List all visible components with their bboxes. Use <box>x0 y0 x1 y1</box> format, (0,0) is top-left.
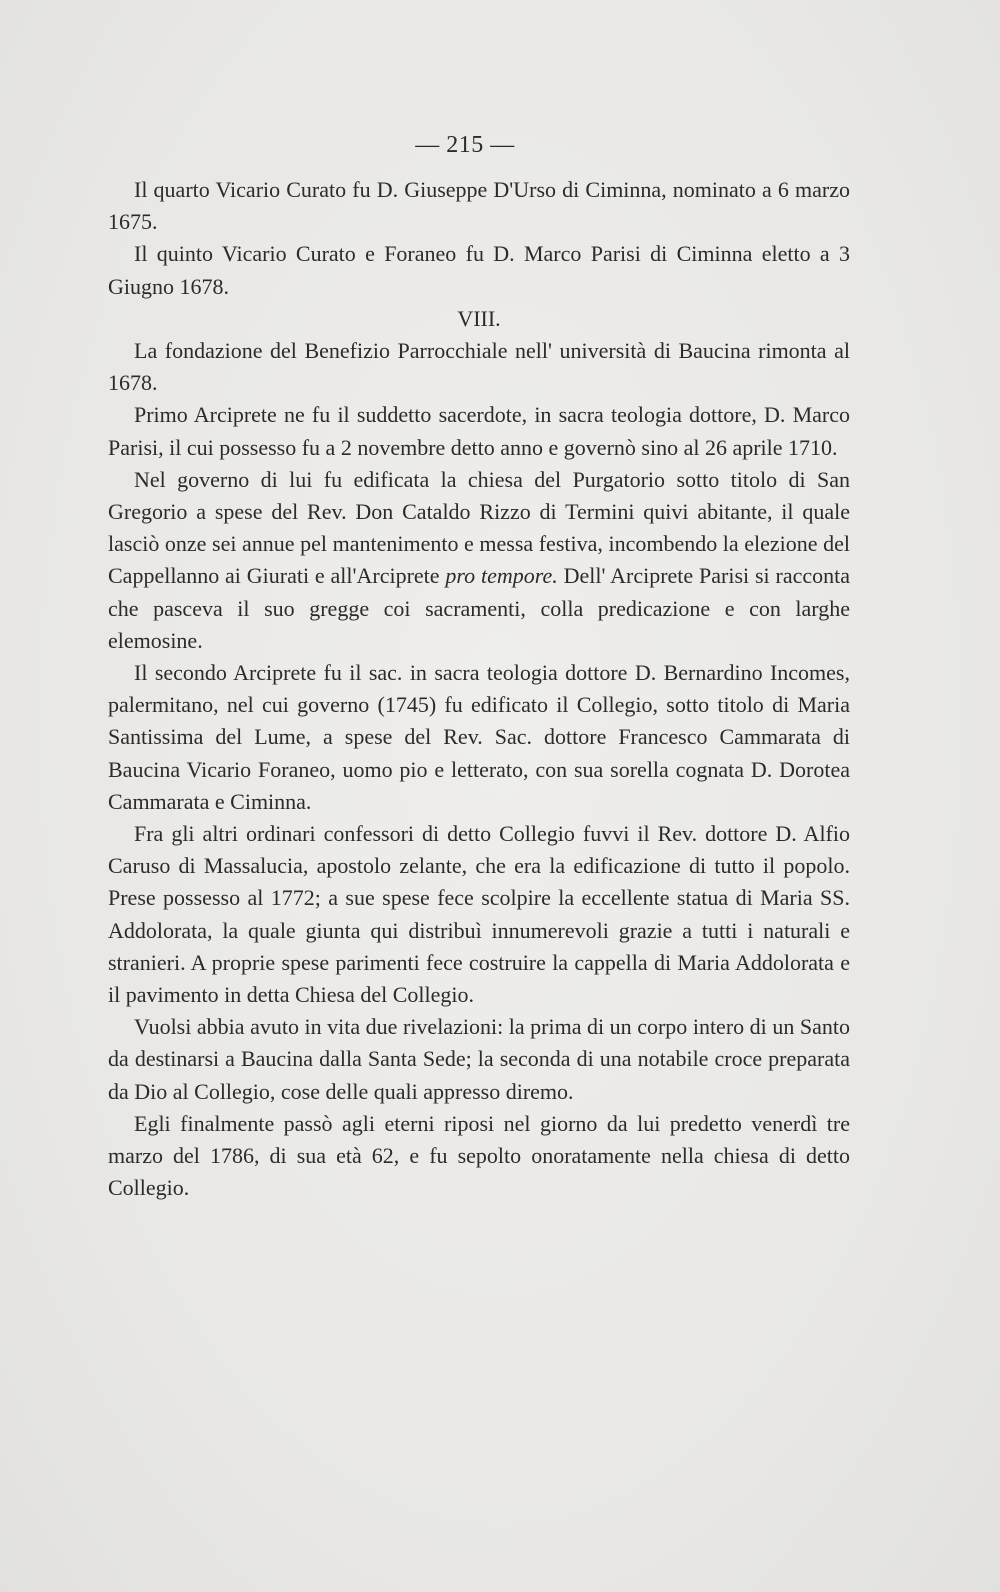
paragraph-quarto-vicario: Il quarto Vicario Curato fu D. Giuseppe D'Urso di Ciminna, nominato a 6 marzo 1675. <box>108 177 850 235</box>
paragraph-primo-arciprete: Primo Arciprete ne fu il suddetto sacerdote, in sacra teologia dottore, D. Marco Parisi, il cui possesso fu a 2 novembre detto anno e governò sino al 26 aprile 1710. <box>108 402 850 460</box>
paragraph-quinto-vicario: Il quinto Vicario Curato e Foraneo fu D. Marco Parisi di Ciminna eletto a 3 Giugno 1678. <box>108 241 850 299</box>
pro-tempore-italic: pro tempore. <box>445 563 558 589</box>
paragraph-purgatorio-part1: Nel governo di lui fu edificata la chiesa del Purgatorio sotto titolo di San Gregorio a spese del Rev. Don Cataldo Rizzo di Termini quivi abitante, il quale lasciò onze sei annue pel mantenimento e messa festiva, incombendo la elezione del Cappellanno ai Giurati e all'Arciprete <box>108 466 850 589</box>
body-text <box>108 174 850 1205</box>
paragraph-confessori: Fra gli altri ordinari confessori di detto Collegio fuvvi il Rev. dottore D. Alfio Caruso di Massalucia, apostolo zelante, che era la edificazione di tutto il popolo. Prese possesso al 1772; a sue spese fece scolpire la eccellente statua di Maria SS. Addolorata, la quale giunta qui distribuì innumerevoli grazie a tutti i naturali e stranieri. A proprie spese parimenti fece costruire la cappella di Maria Addolorata e il pavimento in detta Chiesa del Collegio. <box>108 821 850 1008</box>
section-heading: VIII. <box>457 305 501 331</box>
page-number: — 215 — <box>415 132 515 158</box>
paragraph-rivelazioni: Vuolsi abbia avuto in vita due rivelazioni: la prima di un corpo intero di un Santo da destinarsi a Baucina dalla Santa Sede; la seconda di una notabile croce preparata da Dio al Collegio, cose delle quali appresso diremo. <box>108 1014 850 1104</box>
paragraph-purgatorio-part2: Dell' Arciprete Parisi si racconta che pasceva il suo gregge coi sacramenti, colla predicazione e con larghe elemosine. <box>108 563 850 653</box>
paragraph-secondo-arciprete: Il secondo Arciprete fu il sac. in sacra teologia dottore D. Bernardino Incomes, palermitano, nel cui governo (1745) fu edificato il Collegio, sotto titolo di Maria Santissima del Lume, a spese del Rev. Sac. dottore Francesco Cammarata di Baucina Vicario Foraneo, uomo pio e letterato, con sua sorella cognata D. Dorotea Cammarata e Ciminna. <box>108 660 850 814</box>
paragraph-fondazione: La fondazione del Benefizio Parrocchiale nell' università di Baucina rimonta al 1678. <box>108 338 850 396</box>
paragraph-purgatorio <box>108 464 850 657</box>
paragraph-riposi: Egli finalmente passò agli eterni riposi nel giorno da lui predetto venerdì tre marzo del 1786, di sua età 62, e fu sepolto onoratamente nella chiesa di detto Collegio. <box>108 1110 850 1201</box>
